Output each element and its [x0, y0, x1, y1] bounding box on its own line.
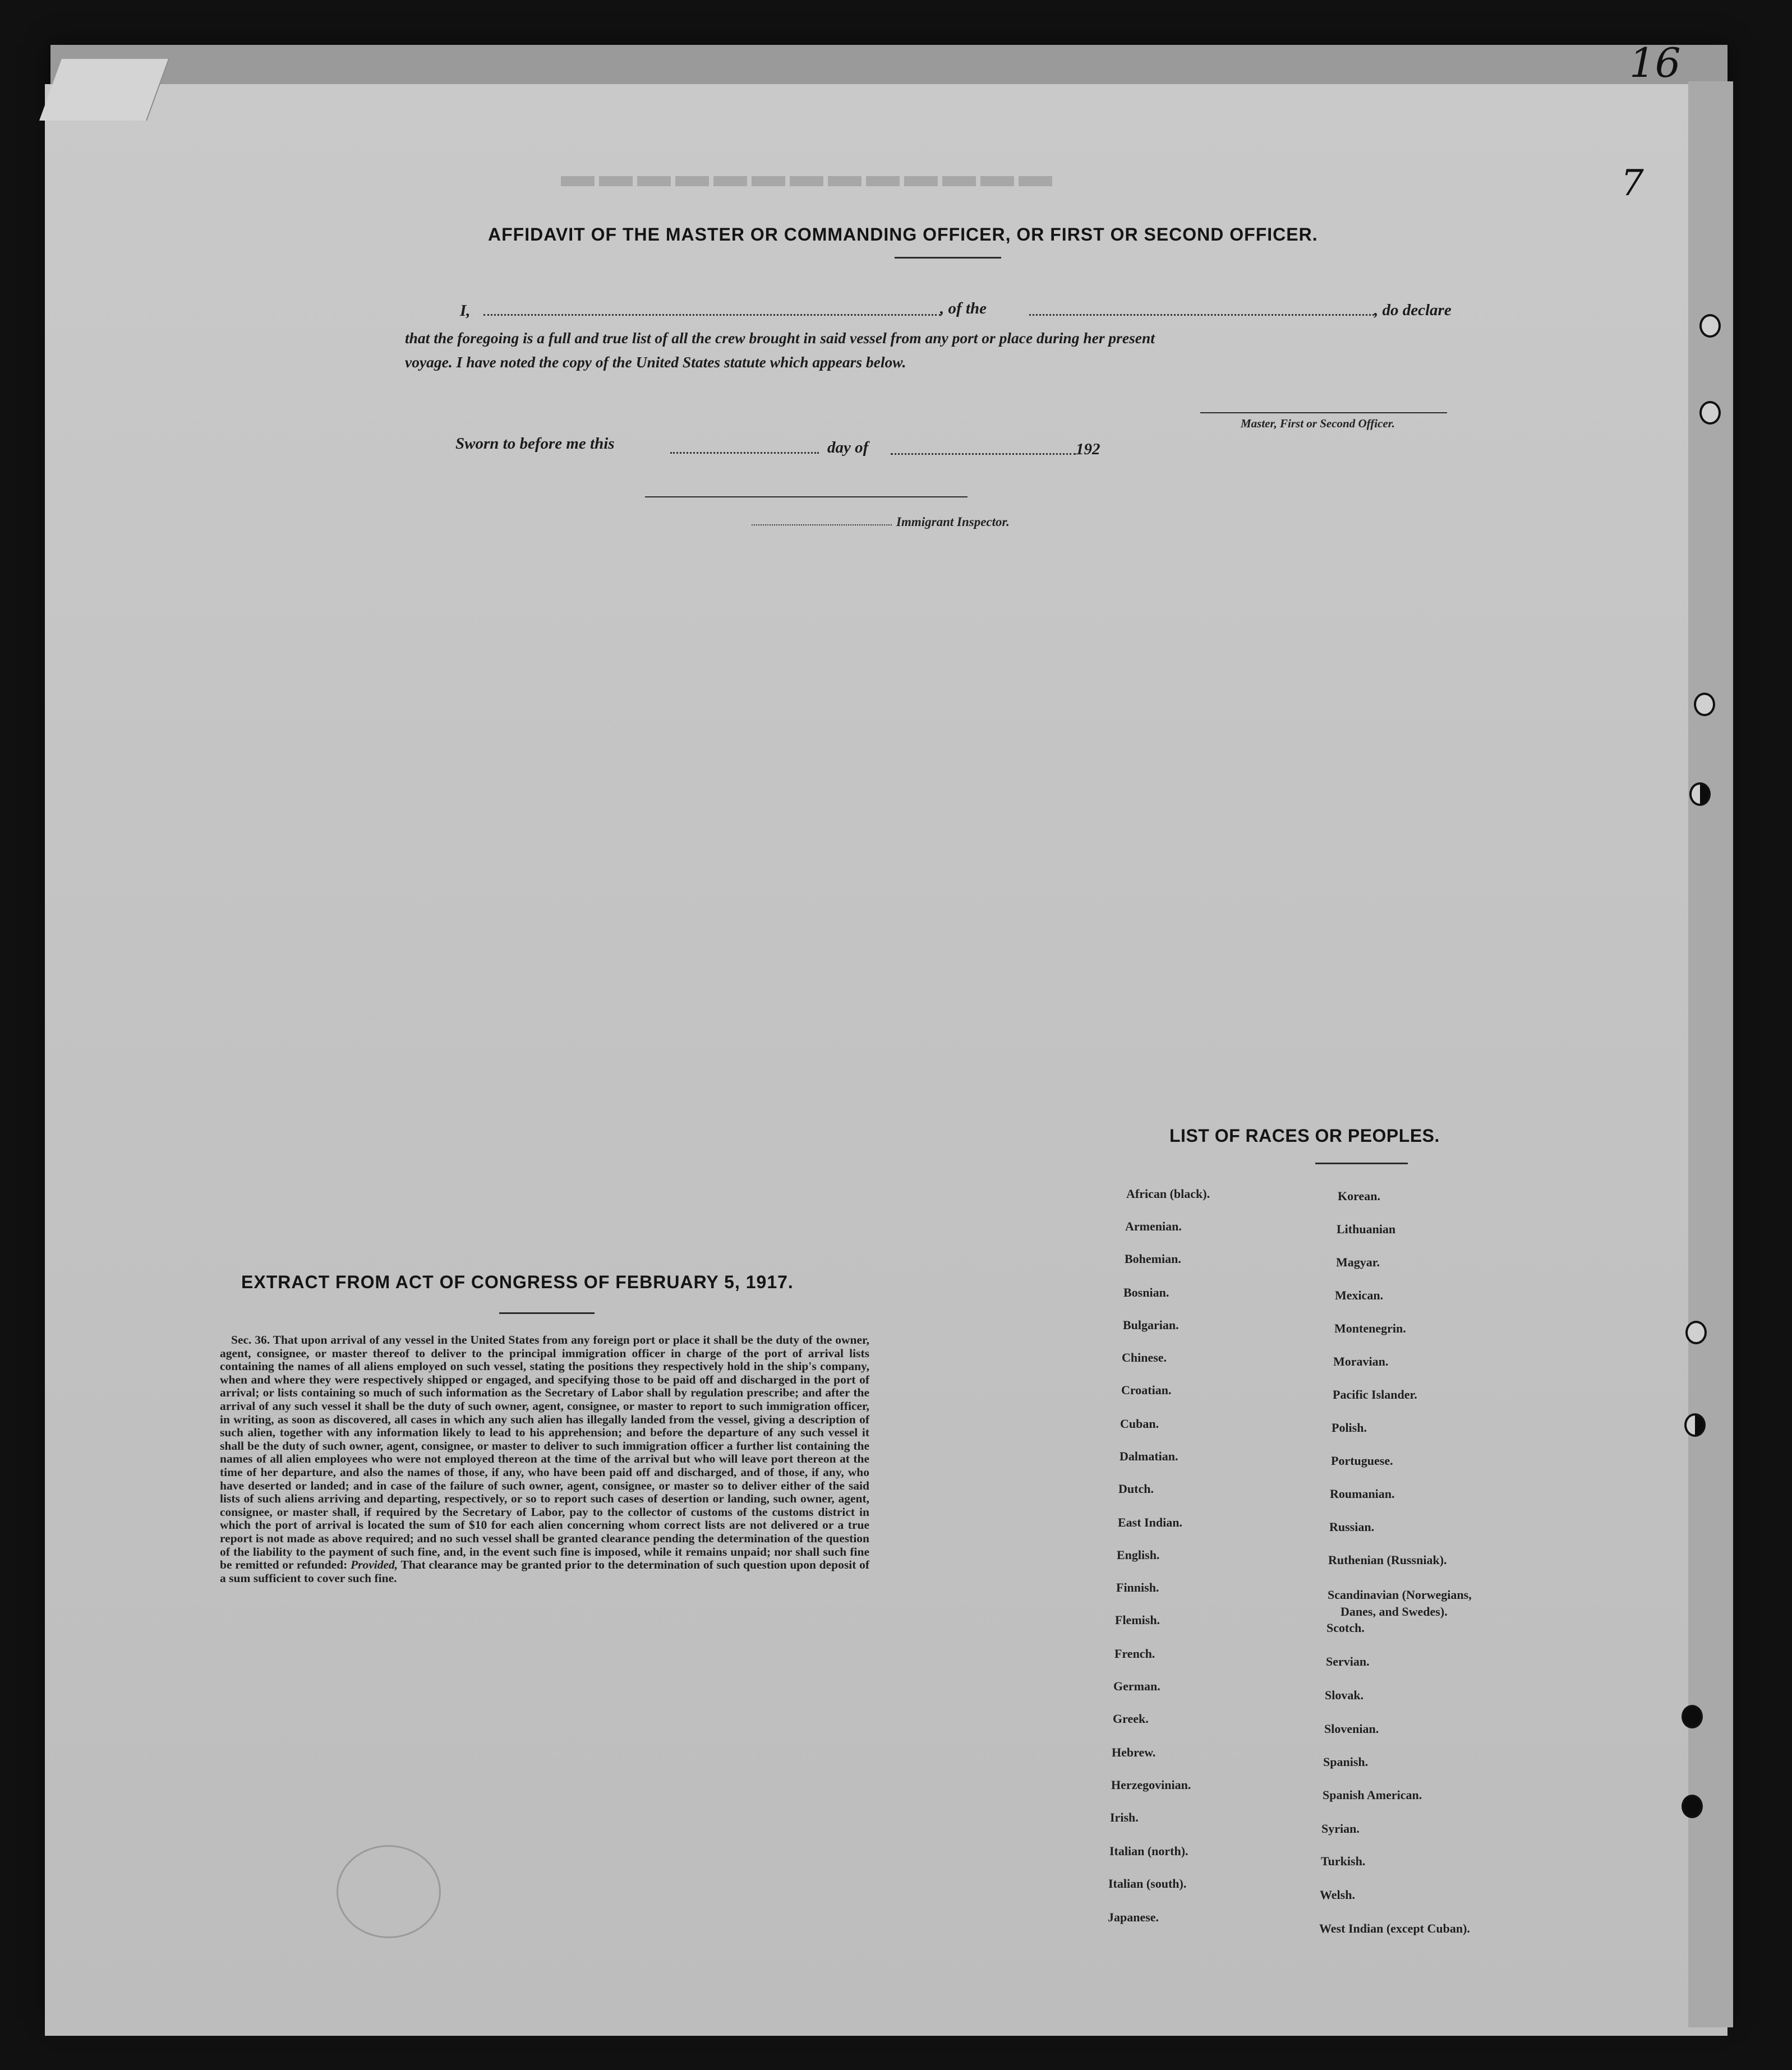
race-item: Turkish. [1321, 1854, 1366, 1868]
corner-mark: 7 [1621, 163, 1644, 204]
signature-caption: Master, First or Second Officer. [1241, 417, 1395, 430]
sworn-day-line [670, 452, 819, 454]
race-item: Roumanian. [1330, 1487, 1395, 1501]
race-item: Irish. [1110, 1810, 1139, 1824]
race-item: Polish. [1332, 1421, 1367, 1435]
affidavit-line1-end: , do declare [1374, 301, 1452, 319]
race-item: West Indian (except Cuban). [1319, 1921, 1470, 1935]
race-item: Croatian. [1121, 1383, 1172, 1397]
race-item: Bohemian. [1125, 1252, 1181, 1266]
page-edge [1688, 81, 1733, 2027]
affidavit-title: AFFIDAVIT OF THE MASTER OR COMMANDING OFFICER, OR FIRST OR SECOND OFFICER. [488, 224, 1318, 245]
binder-hole [1689, 782, 1711, 806]
race-item: Moravian. [1333, 1354, 1389, 1368]
races-title: LIST OF RACES OR PEOPLES. [1169, 1126, 1440, 1146]
race-item: Ruthenian (Russniak). [1328, 1553, 1447, 1567]
corner-fold [39, 59, 169, 121]
sworn-text: Sworn to before me this [455, 435, 615, 453]
race-item: Italian (south). [1108, 1877, 1187, 1891]
affidavit-line1-start: I, [460, 302, 471, 320]
race-item: Magyar. [1336, 1255, 1380, 1269]
races-title-underline [1315, 1163, 1408, 1164]
manifest-page [45, 84, 1727, 2036]
binder-hole [1682, 1795, 1703, 1818]
inspector-signature-line [645, 496, 968, 497]
binder-hole [1684, 1413, 1706, 1437]
binder-hole [1694, 693, 1715, 716]
bleed-through-heading: ▬▬▬▬▬▬▬▬▬▬▬▬▬ [561, 169, 1057, 206]
race-item: English. [1117, 1548, 1160, 1562]
race-item: Servian. [1326, 1654, 1370, 1668]
vessel-field-line [1029, 314, 1374, 316]
inspector-caption: Immigrant Inspector. [896, 515, 1010, 529]
sworn-month-line [891, 453, 1076, 455]
race-item: Welsh. [1320, 1888, 1355, 1902]
race-item: French. [1114, 1647, 1155, 1661]
race-item: Bosnian. [1123, 1285, 1169, 1299]
race-item: Scandinavian (Norwegians, [1328, 1588, 1472, 1602]
sworn-day-of: day of [827, 439, 869, 457]
race-item: Portuguese. [1331, 1454, 1393, 1468]
statute-proviso-word: Provided, [351, 1558, 398, 1572]
race-item: Bulgarian. [1123, 1318, 1179, 1332]
affidavit-title-underline [895, 257, 1001, 259]
name-field-line [483, 314, 941, 316]
statute-proviso-rest: That clearance may be granted prior to the determination of such question upon deposit of a sum sufficient to cover such fine. [220, 1558, 869, 1585]
corner-number: 16 [1629, 39, 1681, 86]
race-item: Dutch. [1118, 1482, 1154, 1496]
binder-hole [1685, 1321, 1707, 1344]
binder-hole [1699, 401, 1721, 425]
extract-title-underline [499, 1312, 595, 1314]
race-item: Russian. [1329, 1520, 1375, 1534]
race-item: Lithuanian [1337, 1222, 1396, 1236]
race-item: Greek. [1113, 1712, 1149, 1726]
binder-hole [1682, 1705, 1703, 1728]
race-item: Flemish. [1115, 1613, 1160, 1627]
race-item: Montenegrin. [1334, 1321, 1406, 1335]
race-item: Italian (north). [1109, 1844, 1188, 1858]
race-item: Finnish. [1116, 1580, 1159, 1594]
affidavit-line1-mid: , of the [940, 299, 987, 317]
race-item: Herzegovinian. [1111, 1778, 1191, 1792]
inspector-dotted-line [752, 524, 892, 525]
race-item: East Indian. [1118, 1515, 1182, 1529]
race-item: Scotch. [1326, 1621, 1365, 1635]
race-item: Mexican. [1335, 1288, 1384, 1302]
signature-line [1200, 412, 1447, 413]
race-item: German. [1113, 1679, 1160, 1693]
sworn-year: 192 [1076, 440, 1100, 458]
extract-title: EXTRACT FROM ACT OF CONGRESS OF FEBRUARY 5, 1917. [241, 1272, 794, 1292]
faded-stamp [337, 1845, 441, 1938]
race-item: Korean. [1338, 1189, 1380, 1203]
race-item: African (black). [1126, 1187, 1210, 1201]
statute-text [220, 1334, 869, 1585]
statute-body: Sec. 36. That upon arrival of any vessel in the United States from any foreign port or place it shall be the duty of the owner, agent, consignee, or master thereof to deliver to the principal immigration officer in charge of the port of arrival lists containing the names of all aliens employed on such vessel, stating the positions they respectively hold in the ship's company, when and where they were respectively shipped or engaged, and specifying those to be paid off and discharged in the port of arrival; or lists containing so much of such information as the Secretary of Labor shall by regulation prescribe; and after the arrival of any such vessel it shall be the duty of such owner, agent, consignee, or master to report to such immigration officer, in writing, as soon as discovered, all cases in which any such alien has illegally landed from the vessel, giving a description of such alien, together with any information likely to lead to his apprehension; and before the departure of any such vessel it shall be the duty of such owner, agent, consignee, or master to deliver to such immigration officer a further list containing the names of all alien employees who were not employed thereon at the time of the arrival but who will leave port thereon at the time of her departure, and also the names of those, if any, who have been paid off and discharged, and of those, if any, who have deserted or landed; and in case of the failure of such owner, agent, consignee, or master so to deliver either of the said lists of such aliens arriving and departing, respectively, or so to report such cases of desertion or landing, such owner, agent, consignee, or master shall, if required by the Secretary of Labor, pay to the collector of customs of the customs district in which the port of arrival is located the sum of $10 for each alien concerning whom correct lists are not delivered or a true report is not made as above required; and no such vessel shall be granted clearance pending the determination of the question of the liability to the payment of such fine, and, in the event such fine is imposed, while it remains unpaid; nor shall such fine be remitted or refunded: [220, 1333, 869, 1572]
race-item: Chinese. [1122, 1350, 1167, 1364]
race-item: Danes, and Swedes). [1340, 1605, 1448, 1619]
race-item: Spanish American. [1323, 1788, 1422, 1802]
affidavit-line2: that the foregoing is a full and true list of all the crew brought in said vessel from any port or place during her present [405, 329, 1155, 347]
race-item: Slovak. [1325, 1688, 1364, 1702]
race-item: Hebrew. [1112, 1745, 1156, 1759]
race-item: Spanish. [1323, 1755, 1369, 1769]
binder-hole [1699, 314, 1721, 338]
race-item: Cuban. [1120, 1417, 1159, 1431]
race-item: Syrian. [1321, 1822, 1360, 1836]
race-item: Dalmatian. [1120, 1449, 1178, 1463]
race-item: Pacific Islander. [1333, 1387, 1417, 1401]
affidavit-line3: voyage. I have noted the copy of the United States statute which appears below. [405, 353, 906, 371]
race-item: Japanese. [1108, 1910, 1159, 1924]
race-item: Slovenian. [1324, 1722, 1379, 1736]
race-item: Armenian. [1125, 1219, 1182, 1233]
